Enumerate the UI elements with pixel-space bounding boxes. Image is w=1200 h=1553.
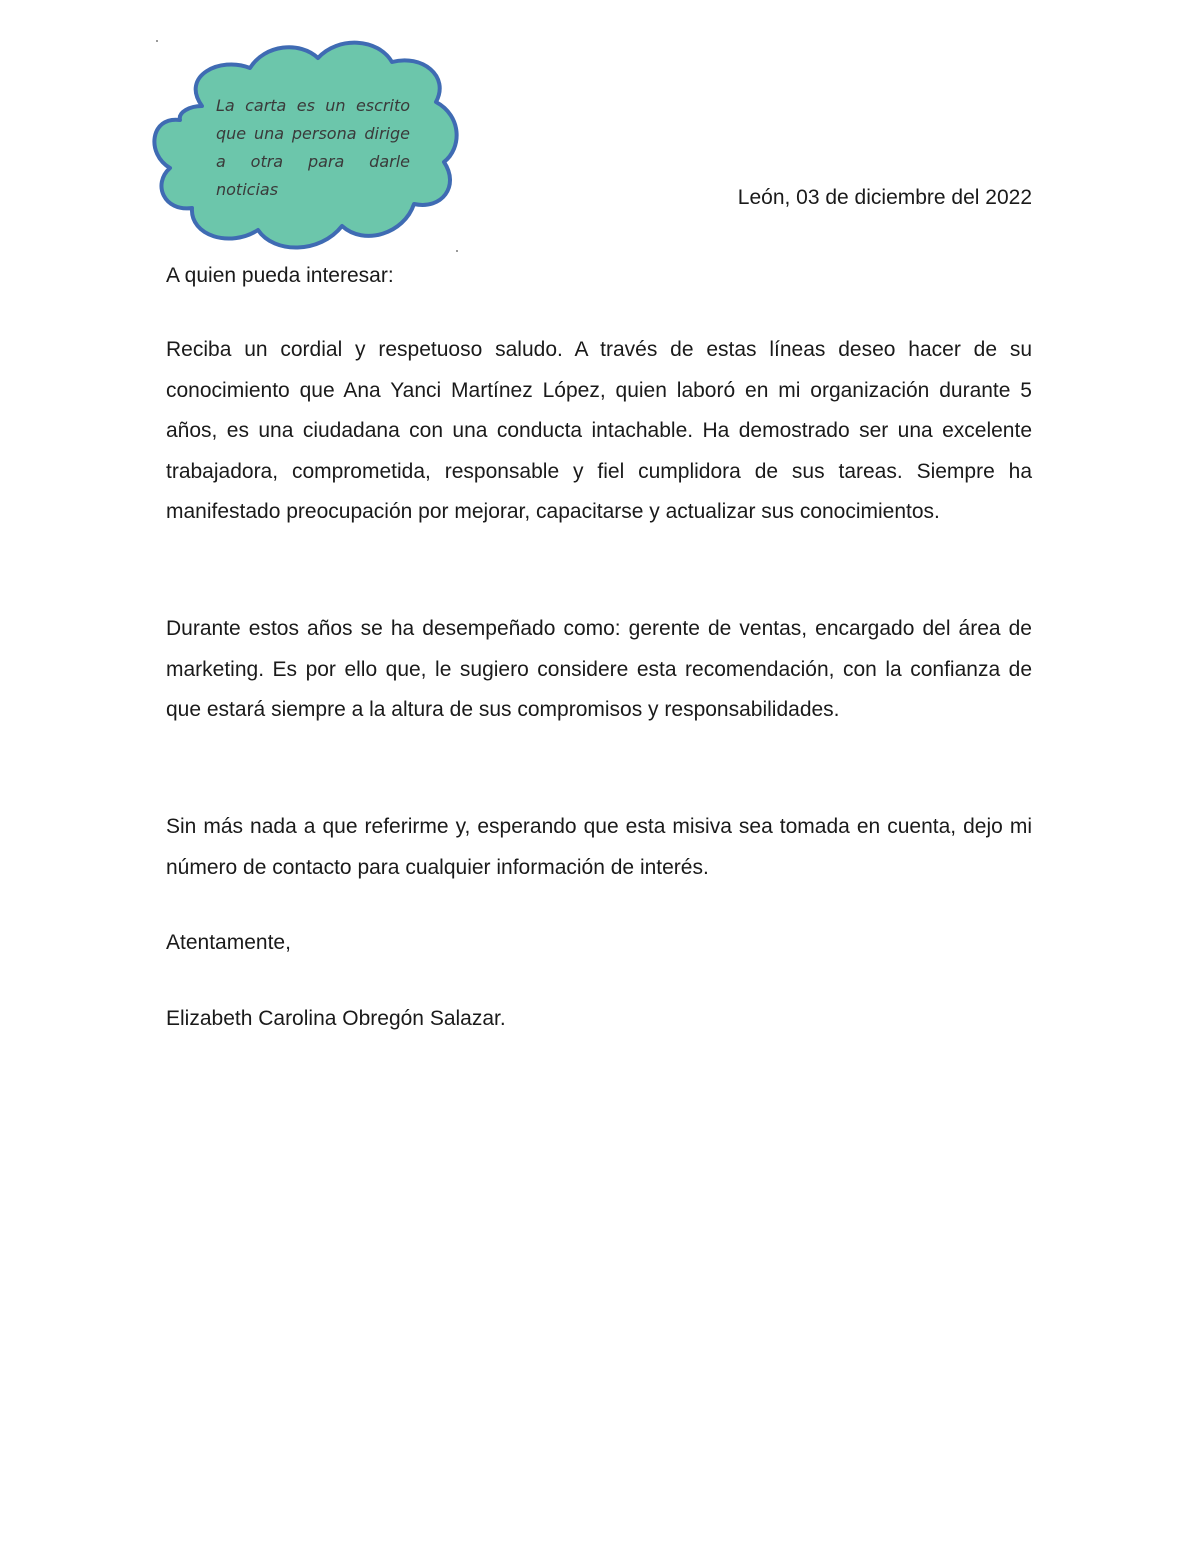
cloud-text: La carta es un escrito que una persona dirige a otra para darle noticias [216, 96, 410, 199]
letter-closing: Atentamente, [166, 931, 291, 954]
letter-signature: Elizabeth Carolina Obregón Salazar. [166, 1007, 506, 1030]
letter-paragraph-1: Reciba un cordial y respetuoso saludo. A través de estas líneas deseo hacer de su conocimiento que Ana Yanci Martínez López, quien laboró en mi organización durante 5 años, es una ciudadana con una conducta intachable. Ha demostrado ser una excelente trabajadora, comprometida, responsable y fiel cumplidora de sus tareas. Siempre ha manifestado preocupación por mejorar, capacitarse y actualizar sus conocimientos. [166, 338, 1032, 524]
letter-paragraph-2: Durante estos años se ha desempeñado como: gerente de ventas, encargado del área de marketing. Es por ello que, le sugiero considere esta recomendación, con la confianza de que estará siempre a la altura de sus compromisos y responsabilidades. [166, 617, 1032, 722]
letter-paragraph-3: Sin más nada a que referirme y, esperando que esta misiva sea tomada en cuenta, dejo mi número de contacto para cualquier información de interés. [166, 815, 1032, 879]
cloud-callout [150, 36, 462, 256]
letter-date: León, 03 de diciembre del 2022 [737, 186, 1032, 209]
letter-greeting: A quien pueda interesar: [166, 264, 394, 287]
